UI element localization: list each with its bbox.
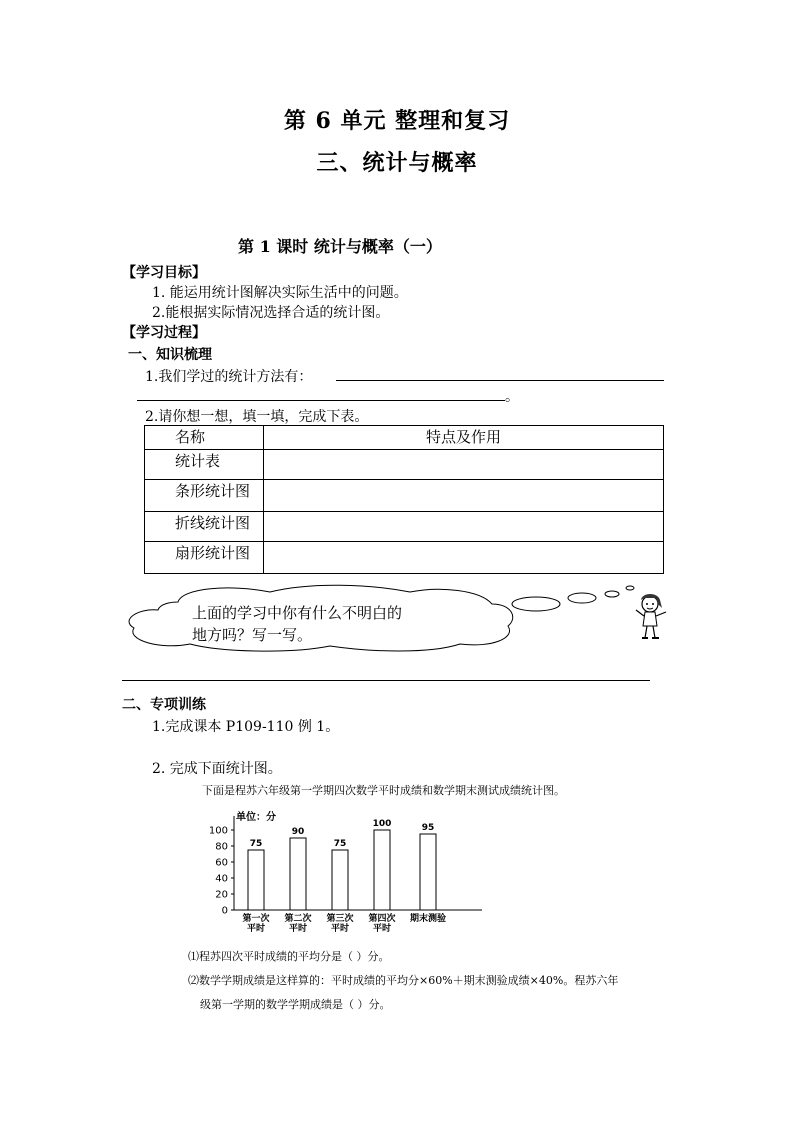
goal-2: 2.能根据实际情况选择合适的统计图。 [152,305,390,321]
task-2: 2. 完成下面统计图。 [152,761,282,777]
bar [248,850,264,910]
y-tick-label: 80 [215,841,228,853]
task-1: 1.完成课本 P109-110 例 1。 [152,719,340,735]
lesson-title: 第 1 课时 统计与概率（一） [238,237,442,256]
goal-1: 1. 能运用统计图解决实际生活中的问题。 [152,285,408,301]
table-answer-cell[interactable] [264,542,664,574]
x-tick-label: 第四次 [368,914,396,924]
cartoon-girl-icon [632,588,670,642]
y-tick-label: 0 [221,905,228,917]
y-tick-label: 100 [208,825,228,837]
process-heading: 【学习过程】 [122,325,206,341]
bar-chart [196,808,516,938]
x-tick-label: 第三次 [326,914,354,924]
sub-question-1: ⑴程苏四次平时成绩的平均分是（ ）分。 [188,950,390,963]
table-row-label: 折线统计图 [145,512,264,542]
x-tick-label: 平时 [372,924,392,934]
chart-caption: 下面是程苏六年级第一学期四次数学平时成绩和数学期末测试成绩统计图。 [202,784,565,797]
x-tick-label: 第二次 [284,914,312,924]
table-header-name: 名称 [145,426,264,450]
data-label: 95 [421,823,435,833]
y-tick-label: 60 [215,857,228,869]
unit-label: 单位：分 [236,812,276,823]
sub-question-2-line2: 级第一学期的数学学期成绩是（ ）分。 [200,998,391,1011]
data-label: 75 [249,839,263,849]
goals-heading: 【学习目标】 [122,265,206,281]
question-1-end: 。 [505,389,519,405]
data-label: 100 [372,819,392,829]
x-tick-label: 第一次 [242,914,270,924]
bar [290,838,306,910]
x-tick-label: 平时 [288,924,308,934]
cloud-text-1: 上面的学习中你有什么不明白的 [192,604,403,622]
data-label: 75 [333,839,347,849]
bar [332,850,348,910]
table-row-label: 统计表 [145,450,264,480]
bar [374,830,390,910]
table-answer-cell[interactable] [264,450,664,480]
answer-line-1b[interactable] [137,400,505,401]
cloud-text-2: 地方吗？写一写。 [192,626,313,644]
feature-table [144,425,664,574]
y-tick-label: 40 [215,873,228,885]
unit-title: 第 6 单元 整理和复习 [283,108,511,134]
question-2: 2.请你想一想，填一填，完成下表。 [145,409,369,425]
x-tick-label: 平时 [330,924,350,934]
table-answer-cell[interactable] [264,480,664,512]
part1-heading: 一、知识梳理 [128,347,212,363]
section-title: 三、统计与概率 [316,150,478,176]
y-tick-label: 20 [215,889,228,901]
data-label: 90 [291,827,305,837]
answer-line-1a[interactable] [336,380,664,381]
answer-line-cloud[interactable] [122,680,650,681]
table-header-feature: 特点及作用 [264,426,664,450]
question-1: 1.我们学过的统计方法有： [145,369,313,385]
table-row-label: 扇形统计图 [145,542,264,574]
table-answer-cell[interactable] [264,512,664,542]
table-row-label: 条形统计图 [145,480,264,512]
sub-question-2-line1: ⑵数学学期成绩是这样算的：平时成绩的平均分×60%＋期末测验成绩×40%。程苏六年 [188,974,619,987]
x-tick-label: 期末测验 [409,914,447,924]
bar [420,834,436,910]
part2-heading: 二、专项训练 [122,697,206,713]
x-tick-label: 平时 [246,924,266,934]
